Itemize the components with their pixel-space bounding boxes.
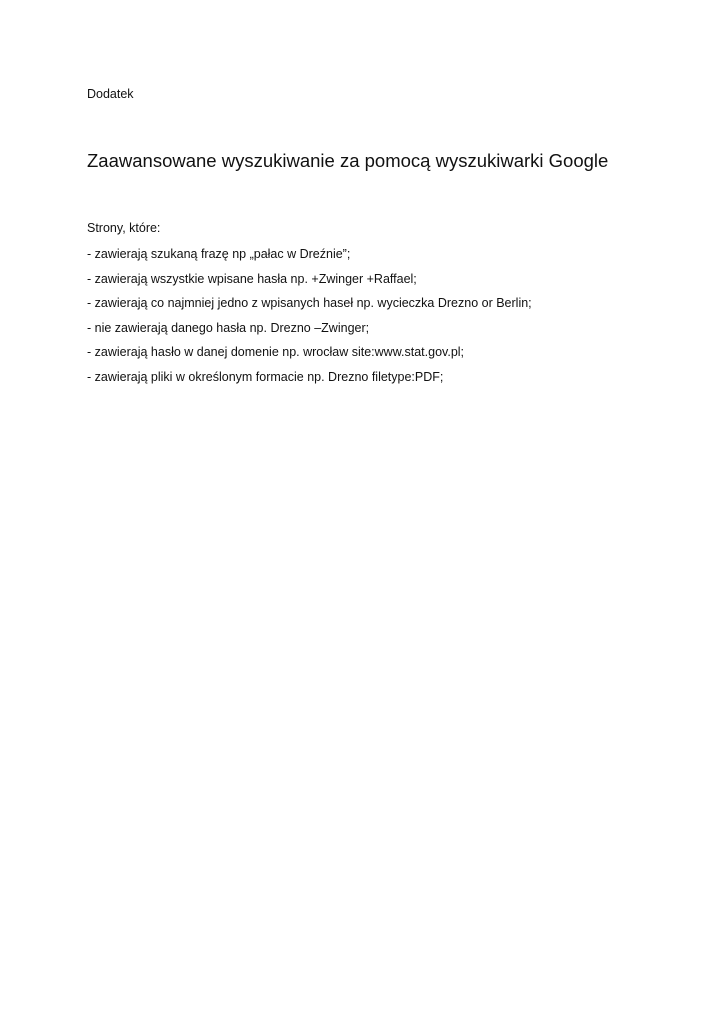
list-item: - nie zawierają danego hasła np. Drezno –Zwinger; [87,320,370,335]
list-item: - zawierają pliki w określonym formacie np. Drezno filetype:PDF; [87,369,444,384]
intro-text: Strony, które: [87,221,161,235]
list-item: - zawierają co najmniej jedno z wpisanych haseł np. wycieczka Drezno or Berlin; [87,296,532,310]
list-item: - zawierają wszystkie wpisane hasła np. +Zwinger +Raffael; [87,271,417,286]
document-title: Zaawansowane wyszukiwanie za pomocą wyszukiwarki Google [87,150,609,171]
appendix-label: Dodatek [87,87,134,101]
list-item: - zawierają szukaną frazę np „pałac w Dreźnie”; [87,247,351,261]
search-operators-list [87,246,532,393]
list-item: - zawierają hasło w danej domenie np. wrocław site:www.stat.gov.pl; [87,345,465,359]
